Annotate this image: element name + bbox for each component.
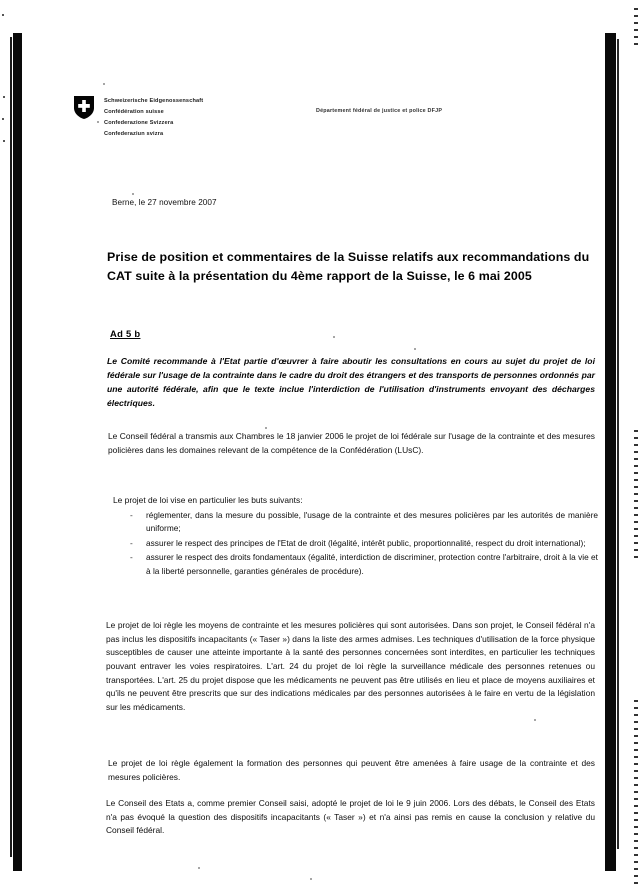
committee-recommendation-text: Le Comité recommande à l'Etat partie d'œuvrer à faire aboutir les consultations en cours au sujet du projet de loi fédérale sur l'usage de la contrainte dans le cadre du droit des étrangers et des transports de personnes ordonnés par une autorité fédérale, afin que le texte inclue l'interdiction de l'utilisation d'instruments envoyant des décharges électriques. xyxy=(107,356,595,408)
paragraph-lusc: Le Conseil fédéral a transmis aux Chambres le 18 janvier 2006 le projet de loi fédérale sur l'usage de la contrainte et des mesures policières dans les domaines relevant de la compétence de la Confédération (LUsC). xyxy=(108,431,595,455)
letterhead xyxy=(74,96,203,140)
paragraph-conseil-des-etats: Le Conseil des Etats a, comme premier Conseil saisi, adopté le projet de loi le 9 juin 2006. Lors des débats, le Conseil des Etats n'a pas évoqué la question des dispositifs incapacitants (« Taser ») et n'a ainsi pas remis en cause la conclusion y relative du Conseil fédéral. xyxy=(106,798,595,836)
letterhead-line-fr: Confédération suisse xyxy=(104,108,164,115)
department-label: Département fédéral de justice et police DFJP xyxy=(316,108,443,114)
list-item: - assurer le respect des droits fondamentaux (égalité, interdiction de discriminer, protection contre l'arbitraire, droit à la vie et à la liberté personnelle, garanties générales de procédure). xyxy=(128,551,598,578)
swiss-coat-of-arms-icon xyxy=(74,96,94,119)
section-heading: Ad 5 b xyxy=(110,328,141,339)
document-title: Prise de position et commentaires de la Suisse relatifs aux recommandations du CAT suite à la présentation du 4ème rapport de la Suisse, le 6 mai 2005 xyxy=(107,250,590,284)
letterhead-line-it: Confederazione Svizzera xyxy=(104,119,174,126)
letterhead-line-de: Schweizerische Eidgenossenschaft xyxy=(104,98,204,104)
paragraph-moyens-de-contrainte: Le projet de loi règle les moyens de contrainte et les mesures policières qui sont autorisées. Dans son projet, le Conseil fédéral n'a pas inclus les dispositifs incapacitants (« Taser ») dans la liste des armes admises. Les techniques d'utilisation de la force physique susceptibles de causer une atteinte importante à la santé des personnes concernées sont interdites, en particulier les techniques pouvant entraver les voies respiratoires. L'art. 24 du projet de loi règle la surveillance médicale des personnes retenues ou transportées. L'art. 25 du projet dispose que les médicaments ne peuvent pas être utilisés en lieu et place de moyens auxiliaires et qu'ils ne peuvent être prescrits que sur des indications médicales par des personnes autorisées à le faire en vertu de la législation sur les médicaments. xyxy=(106,620,595,713)
goals-list xyxy=(128,509,598,579)
paragraph-formation: Le projet de loi règle également la formation des personnes qui peuvent être amenées à faire usage de la contrainte et des mesures policières. xyxy=(108,758,595,782)
list-item: - assurer le respect des principes de l'Etat de droit (légalité, intérêt public, proportionnalité, respect du droit international); xyxy=(128,537,598,550)
list-item: - réglementer, dans la mesure du possible, l'usage de la contrainte et des mesures policières par les autorités de manière uniforme; xyxy=(128,509,598,536)
letterhead-line-rm: Confederaziun svizra xyxy=(104,130,164,137)
paragraph-goals-intro: Le projet de loi vise en particulier les buts suivants: xyxy=(113,495,303,505)
place-and-date: Berne, le 27 novembre 2007 xyxy=(112,198,217,207)
letterhead-lines xyxy=(104,96,203,140)
